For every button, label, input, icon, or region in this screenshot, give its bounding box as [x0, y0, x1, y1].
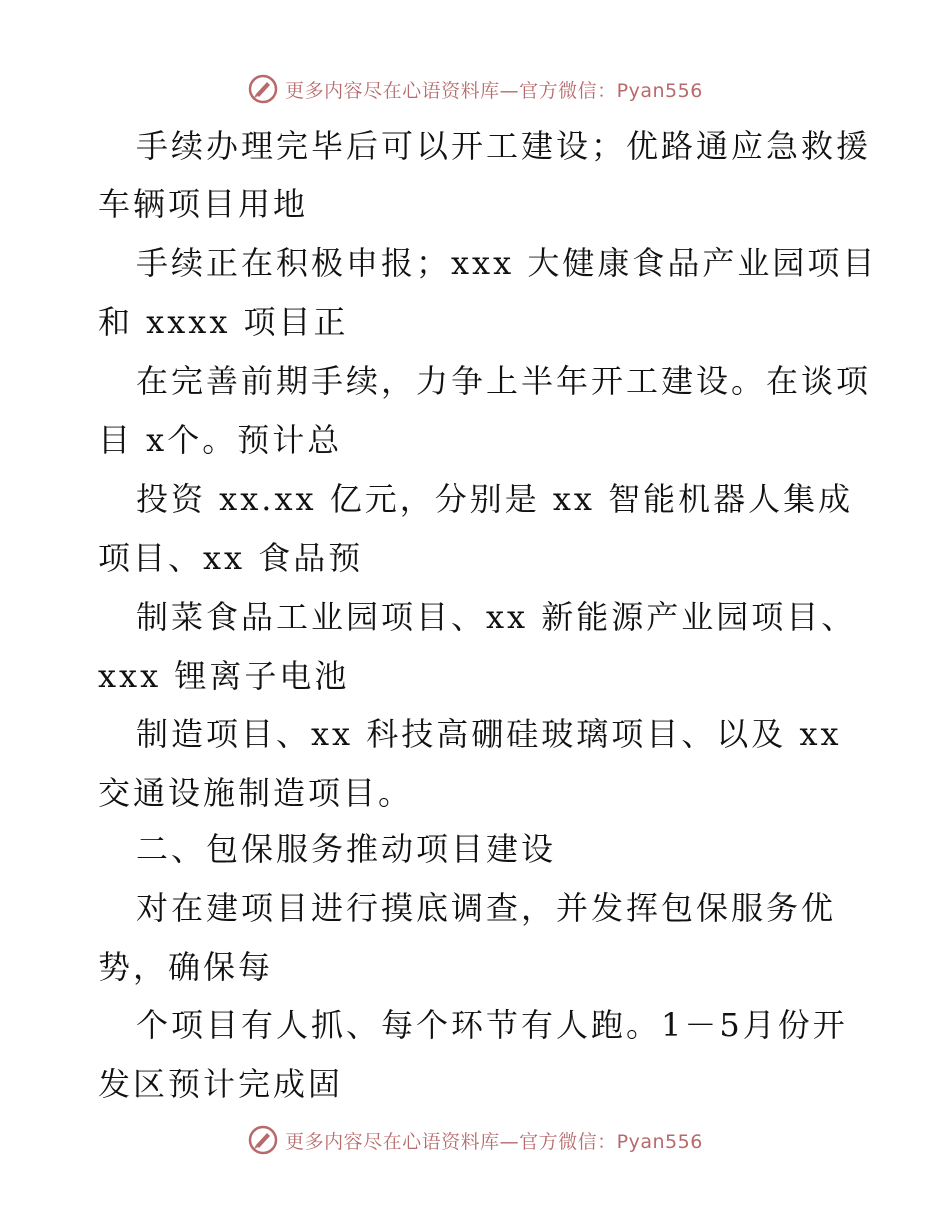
text-line: 对在建项目进行摸底调查，并发挥包保服务优 [136, 889, 837, 927]
text-line: 在完善前期手续，力争上半年开工建设。在谈项 [136, 362, 872, 400]
text-line: 制菜食品工业园项目、xx 新能源产业园项目、 [136, 598, 857, 636]
text-line: 投资 xx.xx 亿元，分别是 xx 智能机器人集成 [136, 480, 854, 518]
text-line: 势，确保每 [98, 948, 274, 986]
footer-watermark [0, 1122, 950, 1158]
text-line: 手续办理完毕后可以开工建设；优路通应急救援 [136, 127, 872, 165]
header-watermark [0, 71, 950, 107]
text-line: 发区预计完成固 [98, 1065, 344, 1103]
text-line: 项目、xx 食品预 [98, 539, 364, 577]
watermark-text: 更多内容尽在心语资料库—官方微信：Pyan556 [285, 79, 703, 102]
text-line: xxx 锂离子电池 [98, 657, 350, 695]
seal-logo-icon [247, 1124, 279, 1156]
seal-logo-icon [247, 73, 279, 105]
text-line: 制造项目、xx 科技高硼硅玻璃项目、以及 xx [136, 715, 842, 753]
section-heading: 二、包保服务推动项目建设 [136, 830, 557, 868]
text-line: 和 xxxx 项目正 [98, 303, 349, 341]
text-line: 目 x个。预计总 [98, 421, 343, 459]
watermark-text: 更多内容尽在心语资料库—官方微信：Pyan556 [285, 1130, 703, 1153]
text-line: 交通设施制造项目。 [98, 774, 414, 812]
text-line: 手续正在积极申报；xxx 大健康食品产业园项目 [136, 244, 878, 282]
text-line: 个项目有人抓、每个环节有人跑。1－5月份开 [136, 1006, 848, 1044]
text-line: 车辆项目用地 [98, 185, 309, 223]
